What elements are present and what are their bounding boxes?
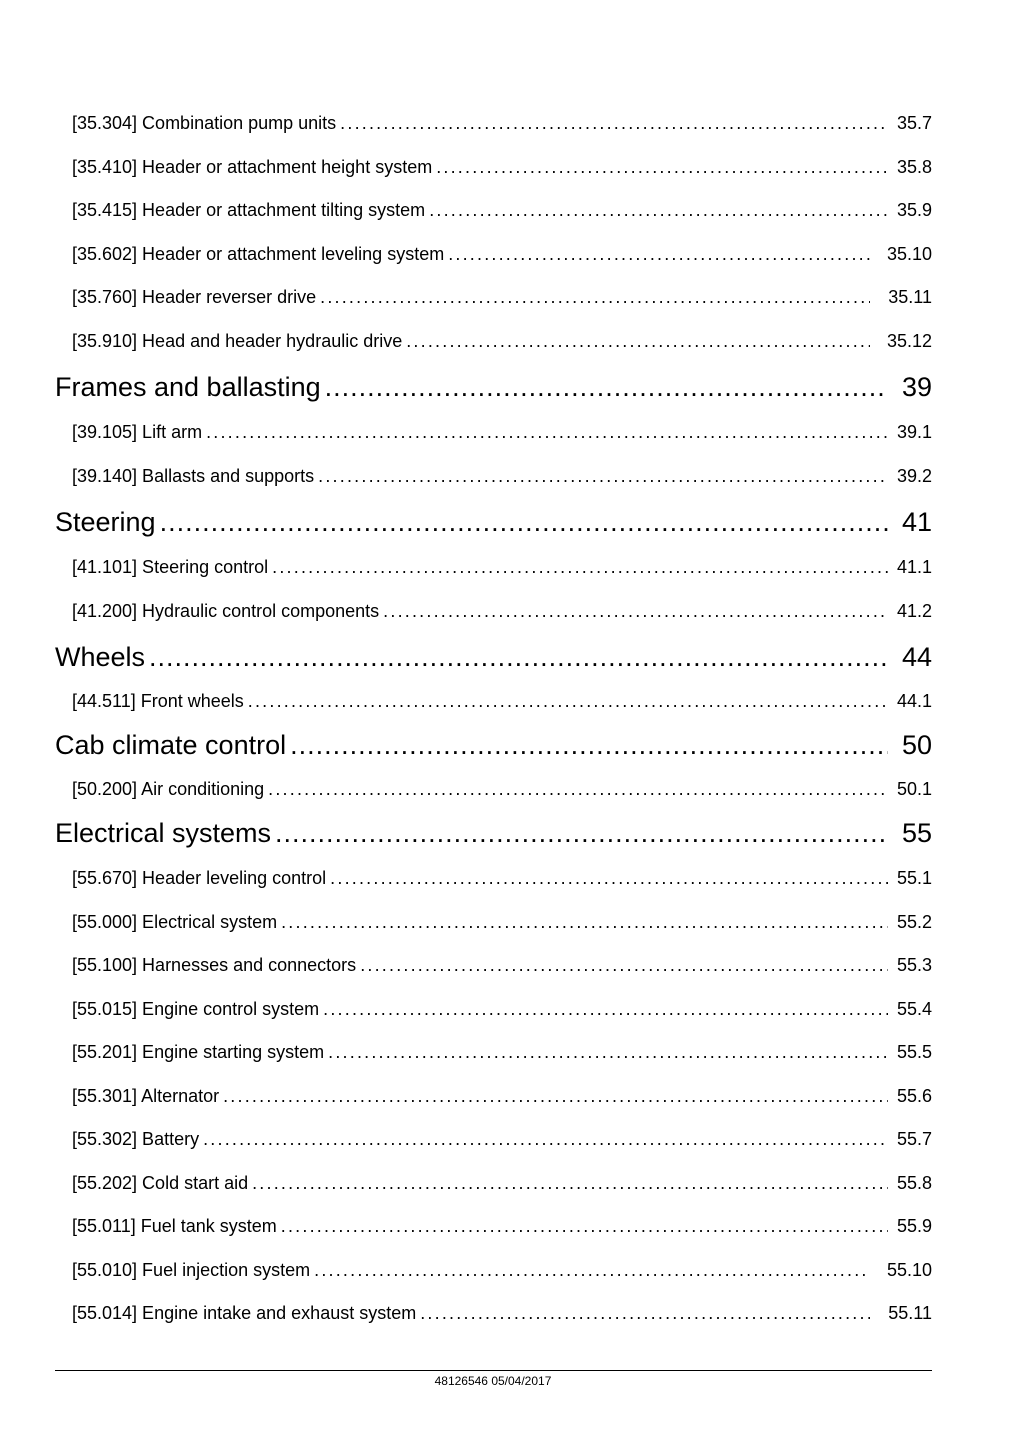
toc-entry-page: 55.7 <box>896 1129 932 1149</box>
toc-entry-title: [55.011] Fuel tank system <box>72 1216 277 1236</box>
toc-entry-page: 35.9 <box>896 200 932 220</box>
leader-dots <box>248 681 888 721</box>
leader-dots <box>436 146 888 190</box>
leader-dots <box>206 411 888 455</box>
toc-section-steering[interactable] <box>55 498 932 546</box>
toc-entry[interactable] <box>55 901 932 945</box>
toc-entry[interactable] <box>55 102 932 146</box>
leader-dots <box>203 1118 888 1162</box>
leader-dots <box>149 633 888 681</box>
leader-dots <box>268 769 888 809</box>
toc-section-page: 39 <box>901 372 932 402</box>
leader-dots <box>281 901 888 945</box>
toc-entry-title: [55.302] Battery <box>72 1129 200 1149</box>
leader-dots <box>429 189 888 233</box>
toc-entry-title: [35.910] Head and header hydraulic drive <box>72 330 403 351</box>
toc-entry-title: [41.200] Hydraulic control components <box>72 600 380 621</box>
toc-entry-page: 35.7 <box>896 113 932 133</box>
leader-dots <box>448 233 870 277</box>
toc-entry[interactable] <box>55 988 932 1032</box>
toc-entry[interactable] <box>55 1075 932 1119</box>
toc-entry-page: 55.9 <box>896 1216 932 1236</box>
toc-entry-page: 55.3 <box>896 955 932 975</box>
toc-entry-page: 44.1 <box>896 691 932 711</box>
toc-entry-title: [35.304] Combination pump units <box>72 113 337 133</box>
leader-dots <box>252 1162 888 1206</box>
leader-dots <box>328 1031 888 1075</box>
toc-entry-title: [35.410] Header or attachment height system <box>72 156 433 177</box>
toc-entry[interactable] <box>55 233 932 277</box>
leader-dots <box>325 363 888 411</box>
toc-entry[interactable] <box>55 546 932 590</box>
toc-entry-title: [55.015] Engine control system <box>72 998 320 1019</box>
toc-entry-page: 50.1 <box>896 779 932 799</box>
leader-dots <box>318 455 888 499</box>
leader-dots <box>420 1292 870 1336</box>
toc-entry-page: 55.1 <box>896 868 932 888</box>
toc-entry-page: 35.10 <box>886 243 932 264</box>
leader-dots <box>320 276 870 320</box>
toc-entry-title: [50.200] Air conditioning <box>72 779 265 799</box>
leader-dots <box>281 1205 888 1249</box>
toc-entry-page: 41.1 <box>896 557 932 577</box>
leader-dots <box>323 988 888 1032</box>
toc-entry-title: [39.140] Ballasts and supports <box>72 465 315 486</box>
toc-section-page: 41 <box>901 507 932 537</box>
leader-dots <box>330 857 888 901</box>
leader-dots <box>383 590 888 634</box>
leader-dots <box>275 809 888 857</box>
footer-divider <box>55 1370 932 1371</box>
toc-entry[interactable] <box>55 857 932 901</box>
toc-entry[interactable] <box>55 1249 932 1293</box>
toc-entry-title: [35.760] Header reverser drive <box>72 287 317 307</box>
leader-dots <box>272 546 888 590</box>
leader-dots <box>314 1249 870 1293</box>
toc-entry-page: 55.2 <box>896 911 932 932</box>
toc-entry-page: 55.10 <box>886 1259 932 1280</box>
toc-entry[interactable] <box>55 769 932 809</box>
toc-section-cab-climate[interactable] <box>55 721 932 769</box>
toc-entry[interactable] <box>55 146 932 190</box>
table-of-contents <box>55 102 932 1336</box>
leader-dots <box>360 944 888 988</box>
toc-entry-page: 39.2 <box>896 465 932 486</box>
toc-entry-page: 55.4 <box>896 998 932 1019</box>
toc-entry-title: [55.201] Engine starting system <box>72 1042 325 1062</box>
toc-entry[interactable] <box>55 189 932 233</box>
toc-entry-title: [41.101] Steering control <box>72 557 269 577</box>
toc-entry-title: [55.301] Alternator <box>72 1085 220 1106</box>
toc-entry-page: 41.2 <box>896 600 932 621</box>
toc-entry[interactable] <box>55 1292 932 1336</box>
toc-section-title: Electrical systems <box>55 818 272 848</box>
toc-section-title: Cab climate control <box>55 730 287 760</box>
toc-entry[interactable] <box>55 455 932 499</box>
toc-entry-title: [44.511] Front wheels <box>72 691 244 711</box>
toc-entry-title: [55.010] Fuel injection system <box>72 1259 311 1280</box>
toc-section-page: 50 <box>901 730 932 760</box>
toc-entry[interactable] <box>55 320 932 364</box>
toc-entry[interactable] <box>55 1162 932 1206</box>
toc-entry-title: [55.000] Electrical system <box>72 911 278 932</box>
toc-entry-title: [55.202] Cold start aid <box>72 1172 249 1193</box>
toc-entry[interactable] <box>55 276 932 320</box>
toc-entry[interactable] <box>55 1031 932 1075</box>
toc-section-frames[interactable] <box>55 363 932 411</box>
toc-entry[interactable] <box>55 590 932 634</box>
leader-dots <box>340 102 888 146</box>
toc-section-title: Frames and ballasting <box>55 372 321 402</box>
toc-entry-title: [35.415] Header or attachment tilting system <box>72 200 426 220</box>
leader-dots <box>223 1075 888 1119</box>
toc-entry-title: [55.014] Engine intake and exhaust system <box>72 1303 417 1323</box>
toc-entry-page: 55.8 <box>896 1172 932 1193</box>
toc-entry-title: [55.100] Harnesses and connectors <box>72 955 357 975</box>
toc-entry[interactable] <box>55 411 932 455</box>
leader-dots <box>290 721 888 769</box>
toc-entry-page: 35.8 <box>896 156 932 177</box>
toc-entry-page: 39.1 <box>896 422 932 442</box>
toc-entry[interactable] <box>55 681 932 721</box>
toc-entry-title: [39.105] Lift arm <box>72 422 203 442</box>
toc-section-title: Wheels <box>55 642 146 672</box>
toc-section-electrical[interactable] <box>55 809 932 857</box>
toc-entry-title: [35.602] Header or attachment leveling system <box>72 243 445 264</box>
toc-entry-page: 55.6 <box>896 1085 932 1106</box>
toc-entry[interactable] <box>55 1118 932 1162</box>
toc-section-wheels[interactable] <box>55 633 932 681</box>
toc-entry-title: [55.670] Header leveling control <box>72 868 327 888</box>
leader-dots <box>160 498 888 546</box>
footer-document-id: 48126546 05/04/2017 <box>434 1374 552 1388</box>
toc-entry[interactable] <box>55 944 932 988</box>
toc-section-page: 44 <box>901 642 932 672</box>
toc-section-title: Steering <box>55 507 156 537</box>
toc-entry-page: 35.11 <box>888 287 932 307</box>
toc-section-page: 55 <box>901 818 932 848</box>
toc-entry-page: 55.11 <box>888 1303 932 1323</box>
toc-entry-page: 55.5 <box>896 1042 932 1062</box>
toc-entry-page: 35.12 <box>886 330 932 351</box>
toc-entry[interactable] <box>55 1205 932 1249</box>
leader-dots <box>406 320 870 364</box>
